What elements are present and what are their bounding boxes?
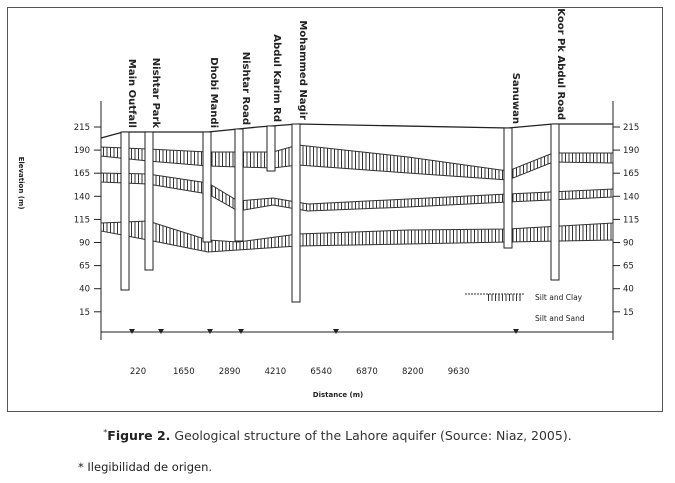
illegibility-note: * Ilegibilidad de origen. <box>78 460 213 474</box>
well-nishtar-park <box>145 132 153 270</box>
distance-tick-label: 8200 <box>401 367 424 377</box>
middle-clay-layer <box>101 173 613 211</box>
well-label: Abdul Karim Rd <box>271 34 282 122</box>
well-koor-pk <box>551 124 559 280</box>
well-mohammed-nagir <box>292 124 300 302</box>
distance-tick-label: 6540 <box>310 367 333 377</box>
well-nishtar-road <box>235 129 243 241</box>
distance-tick-label: 6870 <box>356 367 378 377</box>
ground-surface-line <box>101 124 613 138</box>
y-axis-label: Elevation (m) <box>17 156 25 210</box>
distance-tick-label: 1650 <box>172 367 195 377</box>
caption-figure-label: Figure 2. <box>107 428 171 444</box>
elevation-tick-label: 165 <box>73 169 90 180</box>
elevation-tick-label: 15 <box>623 307 634 318</box>
legend-sand-label: Silt and Sand <box>535 314 585 323</box>
elevation-tick-label: 215 <box>623 123 640 133</box>
well-label: Sanuwan <box>510 72 521 124</box>
well-main-outfall <box>121 132 129 290</box>
elevation-tick-label: 140 <box>73 192 90 203</box>
caption-mark: * <box>103 428 108 437</box>
geological-cross-section <box>8 8 662 411</box>
elevation-axis-left <box>74 123 101 318</box>
elevation-tick-label: 115 <box>73 215 90 226</box>
elevation-tick-label: 90 <box>623 238 634 249</box>
legend <box>465 293 585 323</box>
well-label: Nishtar Road <box>240 51 251 125</box>
distance-tick-label: 4210 <box>264 367 287 377</box>
elevation-tick-label: 190 <box>73 146 90 157</box>
well-abdul-karim <box>267 126 275 171</box>
upper-clay-layer <box>101 145 613 180</box>
elevation-tick-label: 65 <box>623 261 634 272</box>
well-label: Nishtar Park <box>150 57 161 128</box>
well-labels <box>126 8 566 128</box>
elevation-tick-label: 90 <box>79 238 90 249</box>
elevation-tick-label: 15 <box>79 307 90 318</box>
caption-text: Geological structure of the Lahore aquifer (Source: Niaz, 2005). <box>174 428 572 444</box>
well-sanuwan <box>504 128 512 248</box>
well-label: Main Outfall <box>126 58 137 128</box>
legend-clay-label: Silt and Clay <box>535 293 583 302</box>
legend-clay-swatch <box>488 294 523 301</box>
elevation-tick-label: 190 <box>623 146 640 157</box>
distance-axis <box>130 367 470 377</box>
elevation-tick-label: 140 <box>623 192 640 203</box>
lower-clay-layer <box>101 221 613 252</box>
well-label: Dhobi Mandi <box>208 57 219 128</box>
elevation-tick-label: 65 <box>79 261 90 272</box>
elevation-tick-label: 40 <box>79 284 90 295</box>
x-axis-label: Distance (m) <box>312 391 364 399</box>
elevation-tick-label: 215 <box>73 123 90 133</box>
distance-tick-label: 220 <box>129 367 147 377</box>
well-label: Mohammed Nagir <box>297 20 308 120</box>
distance-tick-label: 2890 <box>218 367 241 377</box>
well-label: Koor Pk Abdul Road <box>555 8 566 120</box>
elevation-tick-label: 115 <box>623 215 640 226</box>
elevation-tick-label: 40 <box>623 284 634 295</box>
well-dhobi-mandi <box>203 132 211 242</box>
figure-caption <box>0 428 675 443</box>
distance-tick-label: 9630 <box>447 367 470 377</box>
elevation-axis-right <box>613 123 639 318</box>
elevation-tick-label: 165 <box>623 169 640 180</box>
figure-frame <box>7 7 663 412</box>
